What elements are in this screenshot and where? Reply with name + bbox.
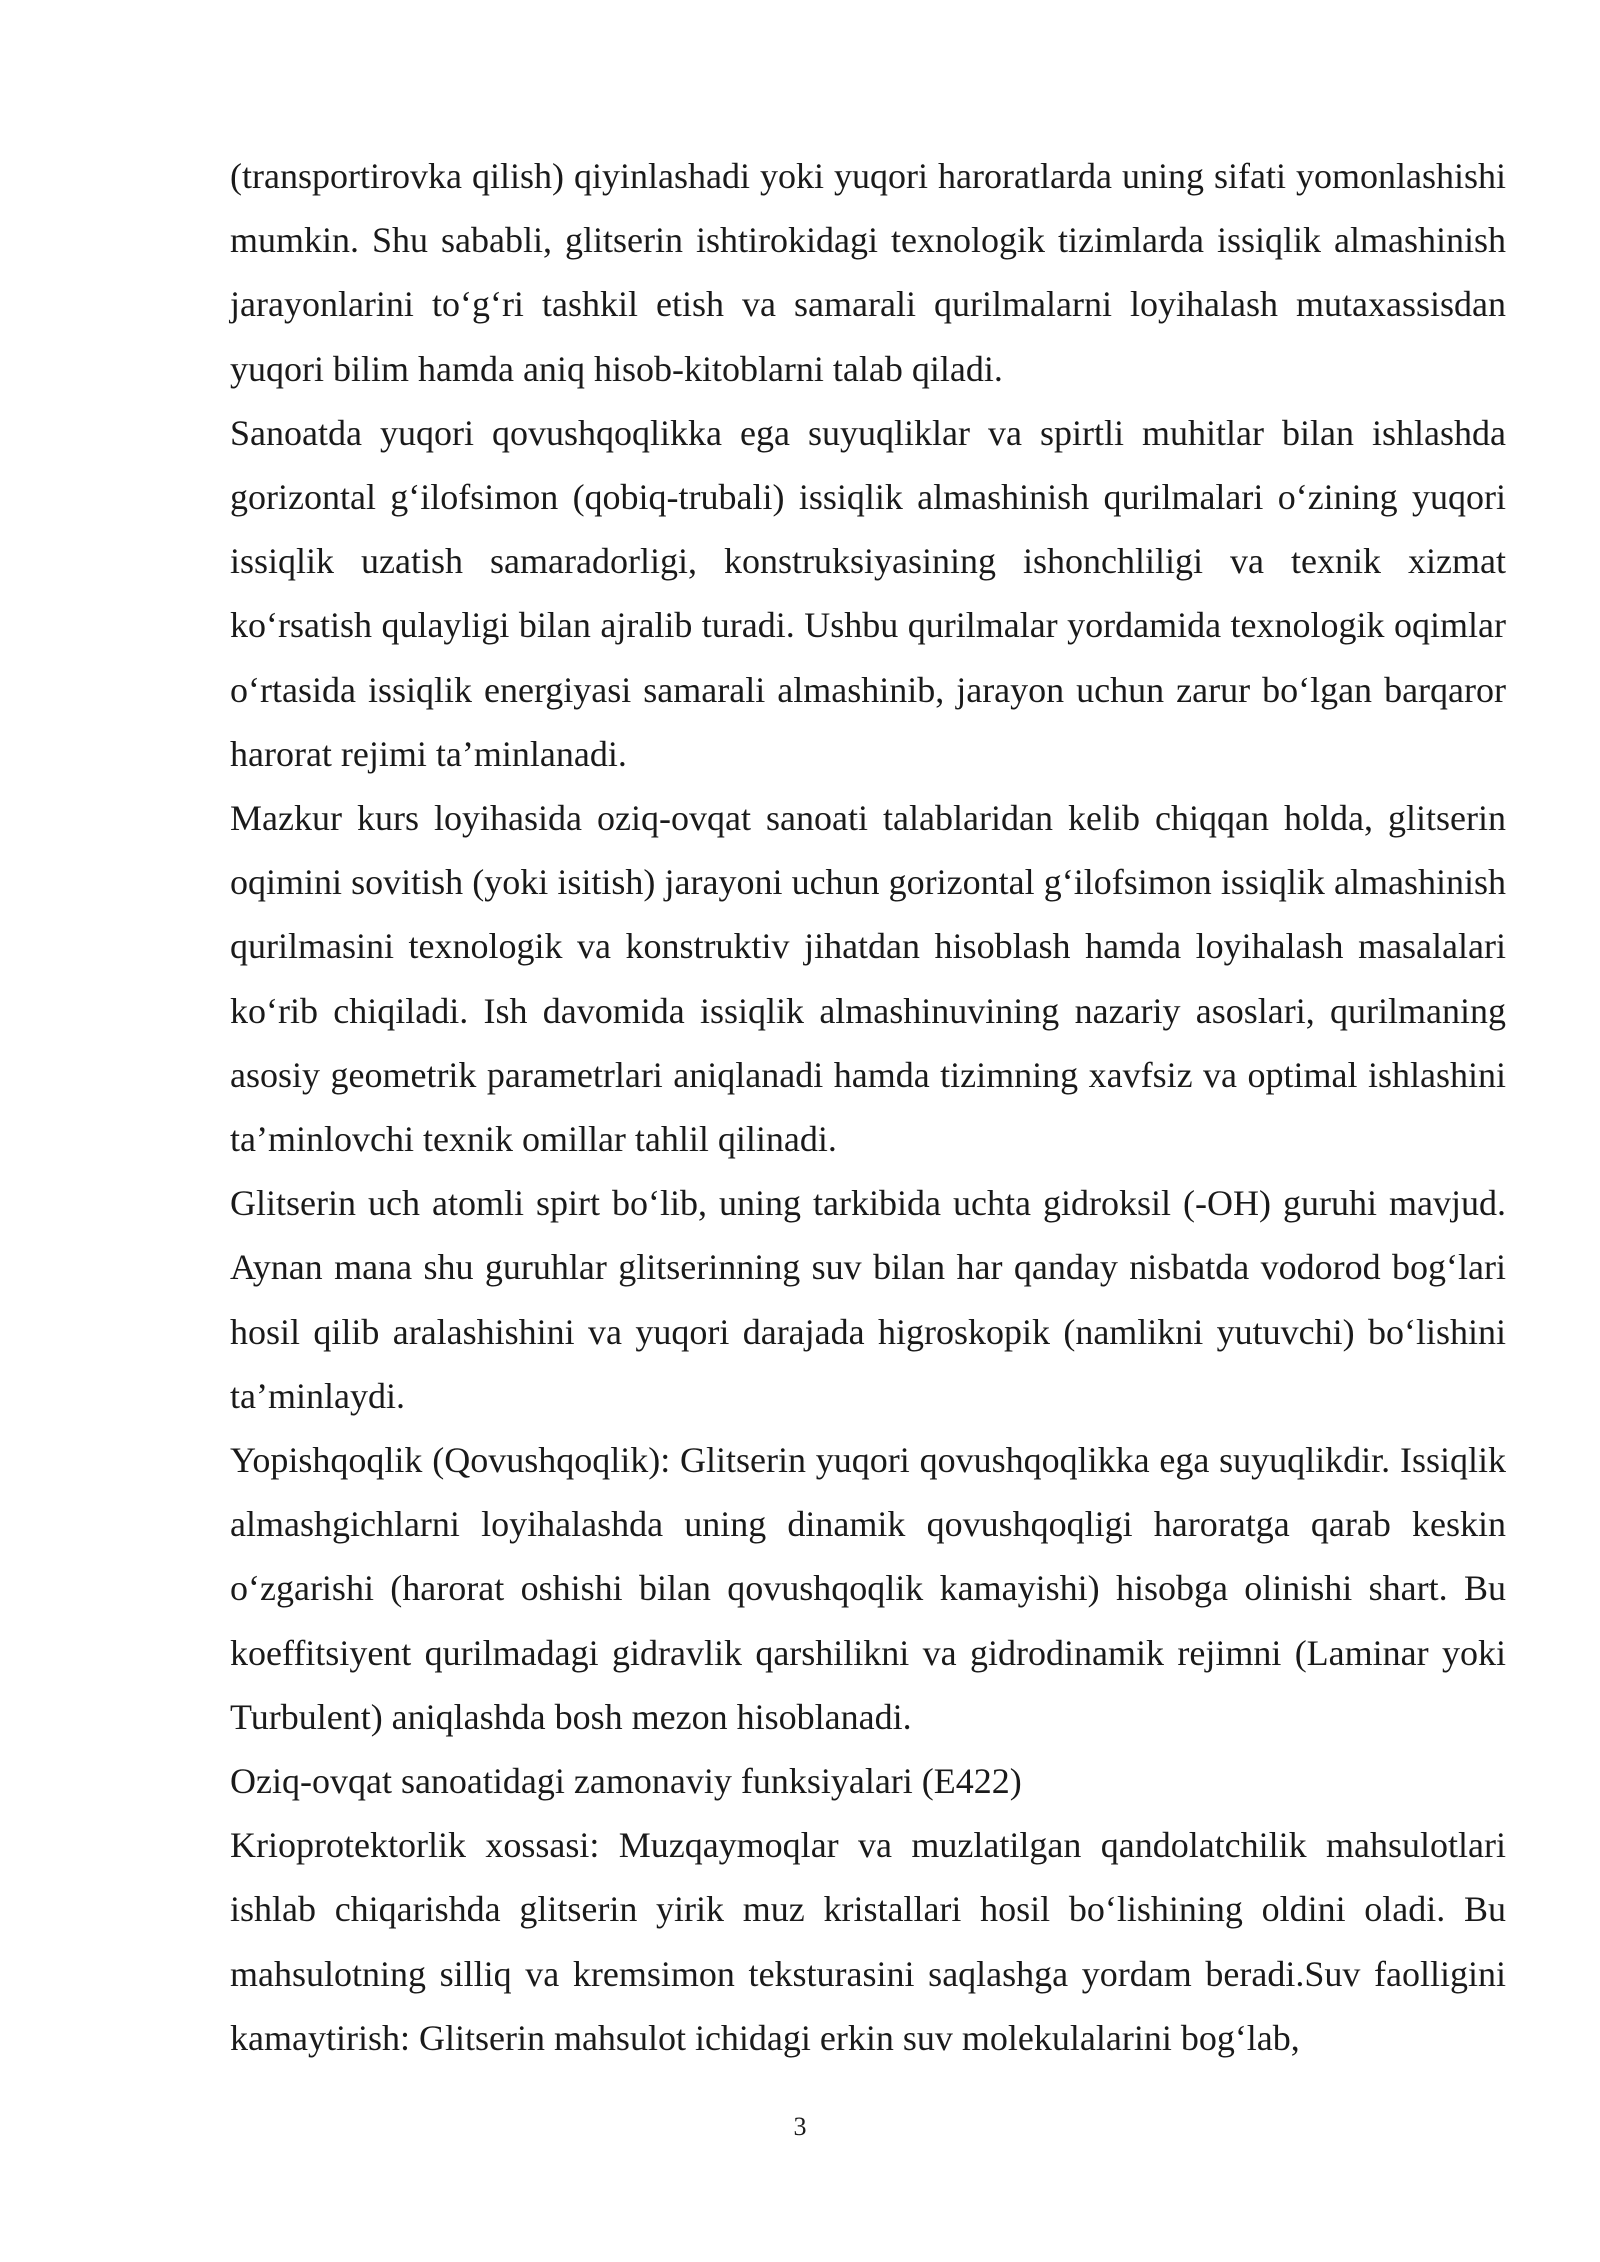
paragraph-2: Sanoatda yuqori qovushqoqlikka ega suyuqliklar va spirtli muhitlar bilan ishlashda gorizontal g‘ilofsimon (qobiq-trubali) issiqlik almashinish qurilmalari o‘zining yuqori issiqlik uzatish samaradorligi, konstruksiyasining ishonchliligi va texnik xizmat ko‘rsatish qulayligi bilan ajralib turadi. Ushbu qurilmalar yordamida texnologik oqimlar o‘rtasida issiqlik energiyasi samarali almashinib, jarayon uchun zarur bo‘lgan barqaror harorat rejimi ta’minlanadi. [230, 412, 1506, 774]
paragraph-5: Yopishqoqlik (Qovushqoqlik): Glitserin yuqori qovushqoqlikka ega suyuqlikdir. Issiqlik almashgichlarni loyihalashda uning dinamik qovushqoqligi haroratga qarab keskin o‘zgarishi (harorat oshishi bilan qovushqoqlik kamayishi) hisobga olinishi shart. Bu koeffitsiyent qurilmadagi gidravlik qarshilikni va gidrodinamik rejimni (Laminar yoki Turbulent) aniqlashda bosh mezon hisoblanadi. [230, 1440, 1506, 1737]
page-number: 3 [793, 2112, 807, 2141]
paragraph-1: (transportirovka qilish) qiyinlashadi yoki yuqori haroratlarda uning sifati yomonlashishi mumkin. Shu sababli, glitserin ishtirokidagi texnologik tizimlarda issiqlik almashinish jarayonlarini to‘g‘ri tashkil etish va samarali qurilmalarni loyihalash mutaxassisdan yuqori bilim hamda aniq hisob-kitoblarni talab qiladi. [230, 156, 1506, 389]
paragraph-6: Krioprotektorlik xossasi: Muzqaymoqlar va muzlatilgan qandolatchilik mahsulotlari ishlab chiqarishda glitserin yirik muz kristallari hosil bo‘lishining oldini oladi. Bu mahsulotning silliq va kremsimon teksturasini saqlashga yordam beradi.Suv faolligini kamaytirish: Glitserin mahsulot ichidagi erkin suv molekulalarini bog‘lab, [230, 1825, 1506, 2058]
paragraph-3: Mazkur kurs loyihasida oziq-ovqat sanoati talablaridan kelib chiqqan holda, glitserin oqimini sovitish (yoki isitish) jarayoni uchun gorizontal g‘ilofsimon issiqlik almashinish qurilmasini texnologik va konstruktiv jihatdan hisoblash hamda loyihalash masalalari ko‘rib chiqiladi. Ish davomida issiqlik almashinuvining nazariy asoslari, qurilmaning asosiy geometrik parametrlari aniqlanadi hamda tizimning xavfsiz va optimal ishlashini ta’minlovchi texnik omillar tahlil qilinadi. [230, 798, 1506, 1160]
paragraph-4: Glitserin uch atomli spirt bo‘lib, uning tarkibida uchta gidroksil (-OH) guruhi mavjud. Aynan mana shu guruhlar glitserinning suv bilan har qanday nisbatda vodorod bog‘lari hosil qilib aralashishini va yuqori darajada higroskopik (namlikni yutuvchi) bo‘lishini ta’minlaydi. [230, 1183, 1506, 1416]
section-heading: Oziq-ovqat sanoatidagi zamonaviy funksiyalari (E422) [230, 1761, 1022, 1802]
body-text [230, 144, 1506, 2070]
